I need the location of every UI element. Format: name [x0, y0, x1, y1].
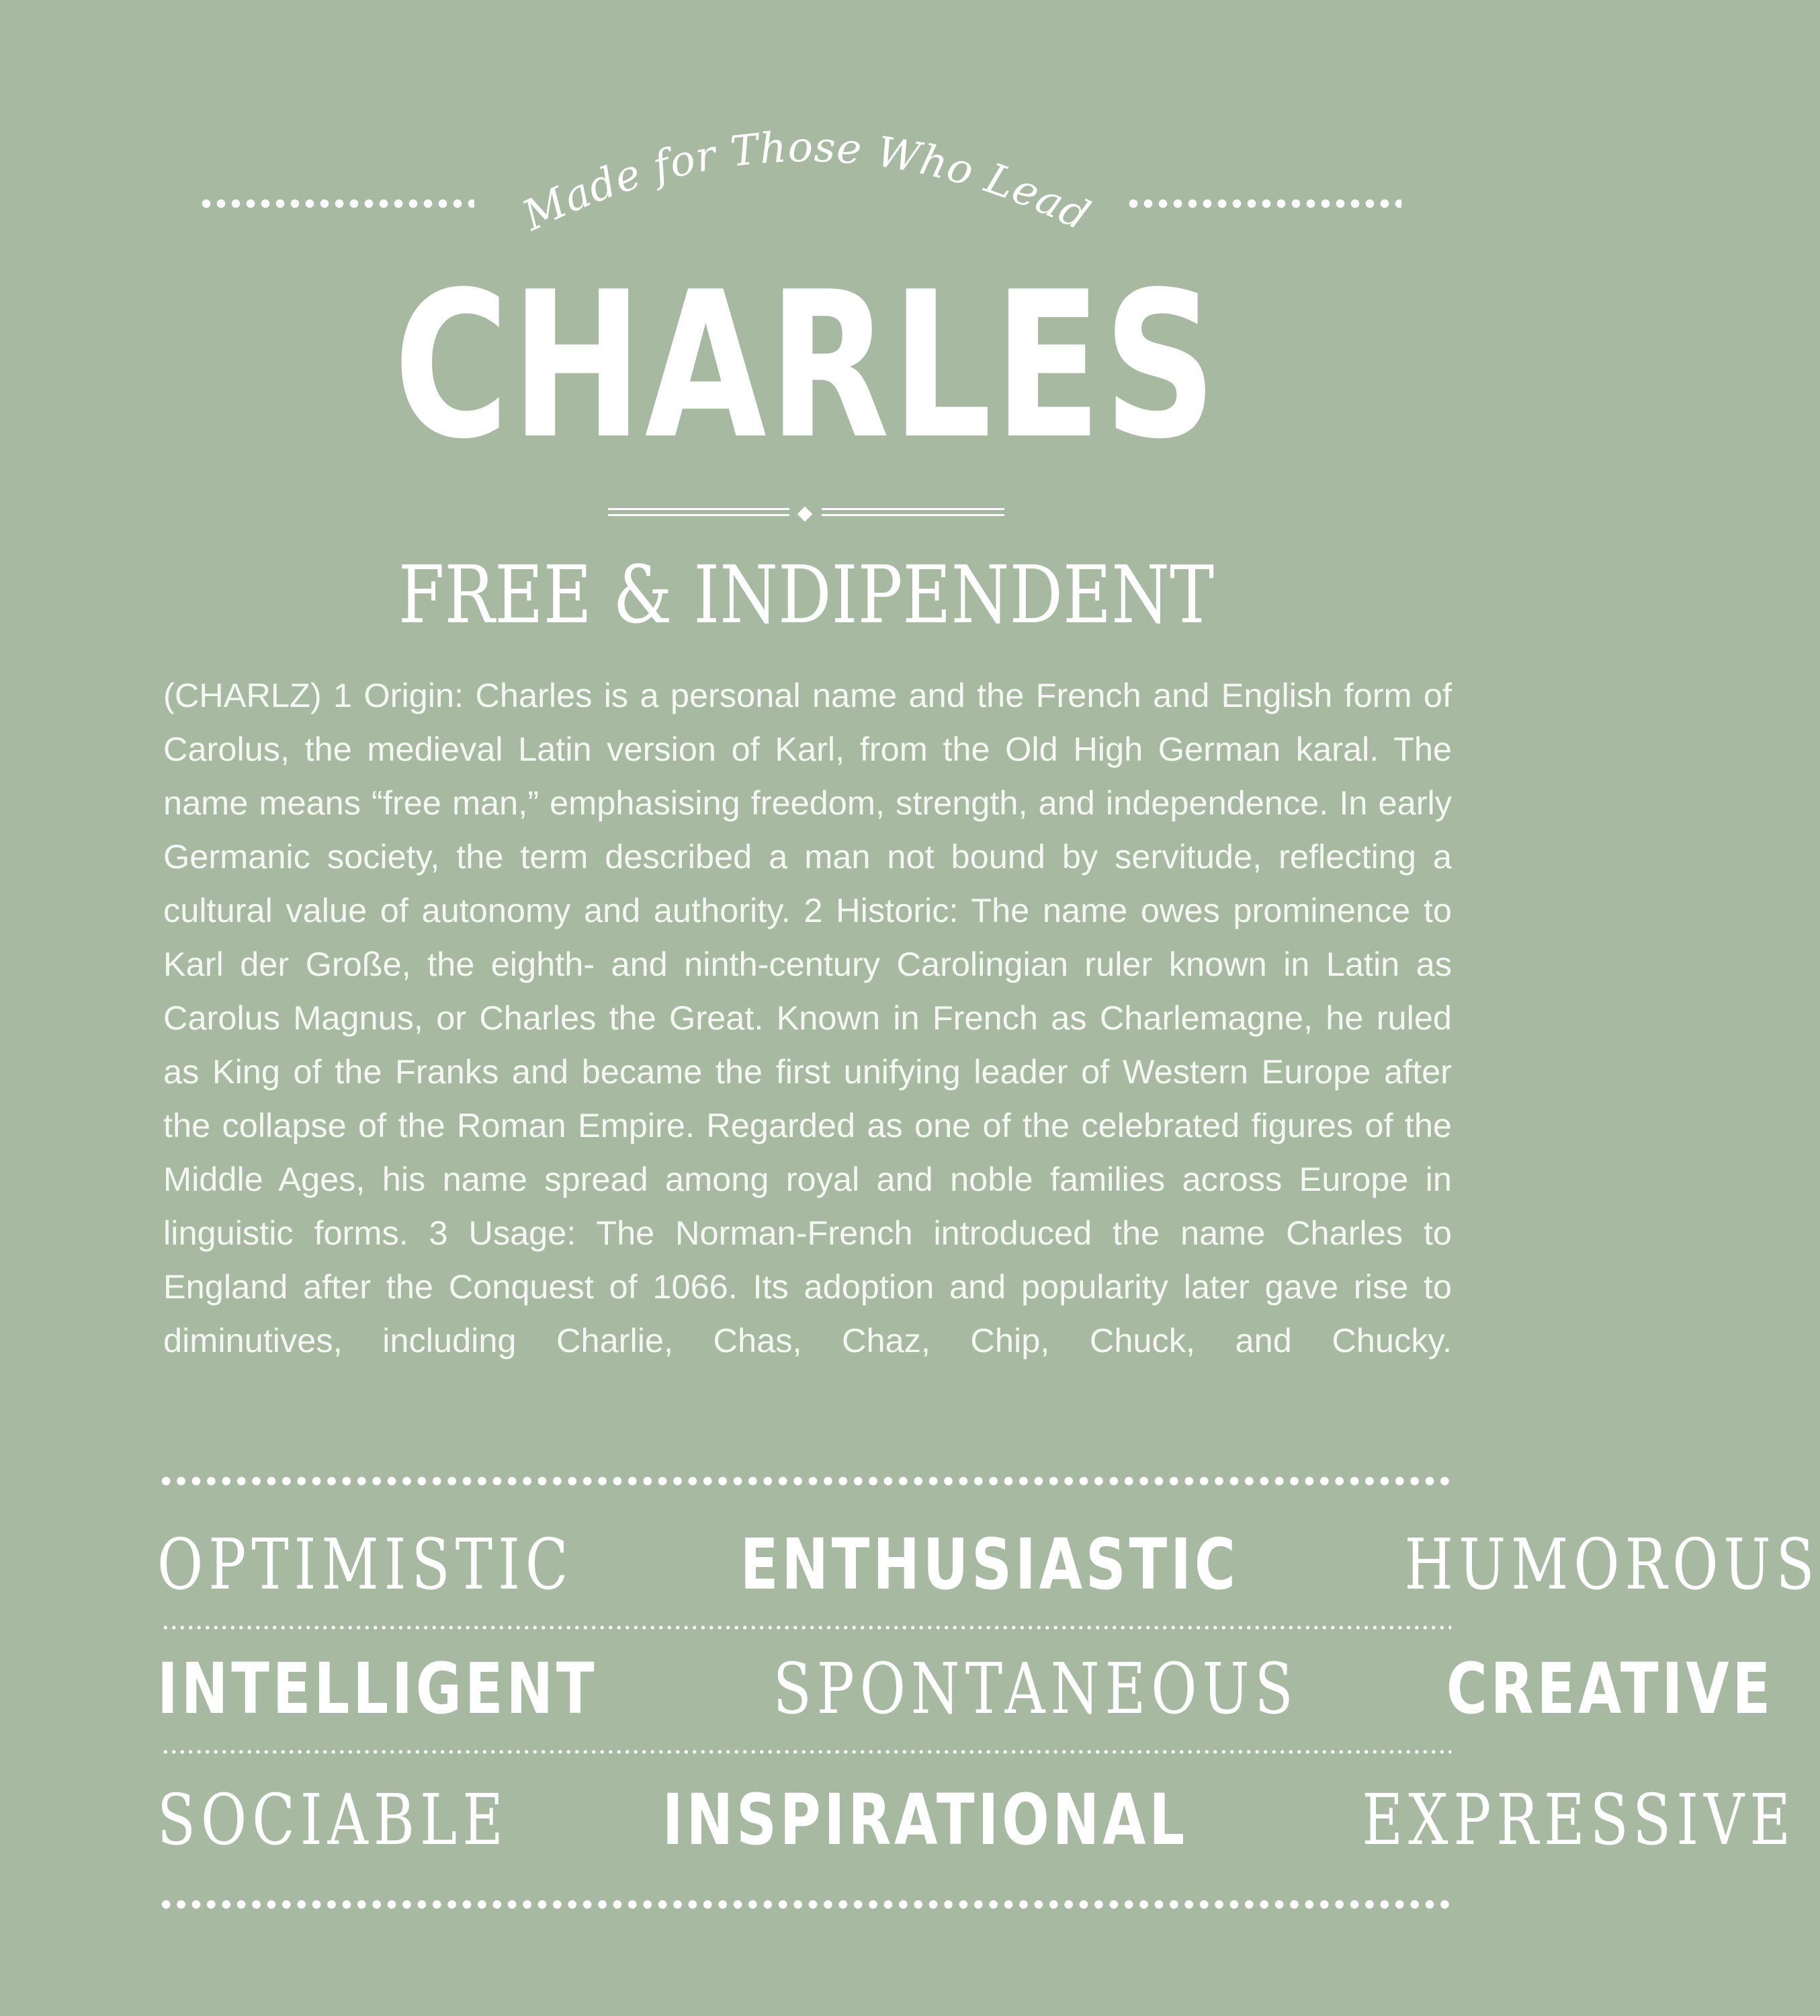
tagline-row — [0, 101, 1612, 241]
trait-row — [157, 1779, 1796, 1861]
ornament-line — [822, 514, 1004, 516]
trait-row — [157, 1648, 1774, 1730]
ornament-diamond — [797, 507, 813, 522]
name-title: CHARLES — [393, 249, 1219, 483]
ornament-line — [822, 508, 1004, 510]
traits-divider-bottom — [159, 1899, 1455, 1910]
trait-word: ENTHUSIASTIC — [740, 1523, 1239, 1605]
trait-word: HUMOROUS — [1404, 1523, 1820, 1605]
trait-row — [157, 1523, 1820, 1605]
trait-word: INTELLIGENT — [157, 1648, 598, 1730]
trait-word: OPTIMISTIC — [157, 1523, 574, 1605]
trait-word: SOCIABLE — [157, 1779, 509, 1861]
trait-word: INSPIRATIONAL — [662, 1779, 1188, 1861]
tagline-dots-right — [1126, 199, 1401, 208]
name-description: (CHARLZ) 1 Origin: Charles is a personal name and the French and English form of Carolus, the medieval Latin version of Karl, from the Old High German karal. The name means “free man,” emphasising freedom, strength, and independence. In early Germanic society, the term described a man not bound by servitude, reflecting a cultural value of autonomy and authority. 2 Historic: The name owes prominence to Karl der Große, the eighth- and ninth-century Carolingian ruler known in Latin as Carolus Magnus, or Charles the Great. Known in French as Charlemagne, he ruled as King of the Franks and became the first unifying leader of Western Europe after the collapse of the Roman Empire. Regarded as one of the celebrated figures of the Middle Ages, his name spread among royal and noble families across Europe in linguistic forms. 3 Usage: The Norman-French introduced the name Charles to England after the Conquest of 1066. Its adoption and popularity later gave rise to diminutives, including Charlie, Chas, Chaz, Chip, Chuck, and Chucky. — [163, 676, 1452, 1359]
ornament-line — [608, 508, 789, 510]
tagline-text: Made for Those Who Lead — [515, 122, 1098, 241]
traits-divider — [161, 1750, 1451, 1754]
tagline — [511, 114, 1102, 242]
title-ornament — [608, 505, 1004, 526]
traits-divider — [161, 1626, 1451, 1630]
traits-divider-top — [159, 1476, 1455, 1486]
ornament-line — [608, 514, 789, 516]
name-meaning: FREE & INDIPENDENT — [398, 548, 1215, 641]
trait-word: EXPRESSIVE — [1361, 1779, 1796, 1861]
tagline-dots-left — [199, 199, 474, 208]
trait-word: CREATIVE — [1446, 1648, 1774, 1730]
trait-word: SPONTANEOUS — [773, 1648, 1299, 1730]
